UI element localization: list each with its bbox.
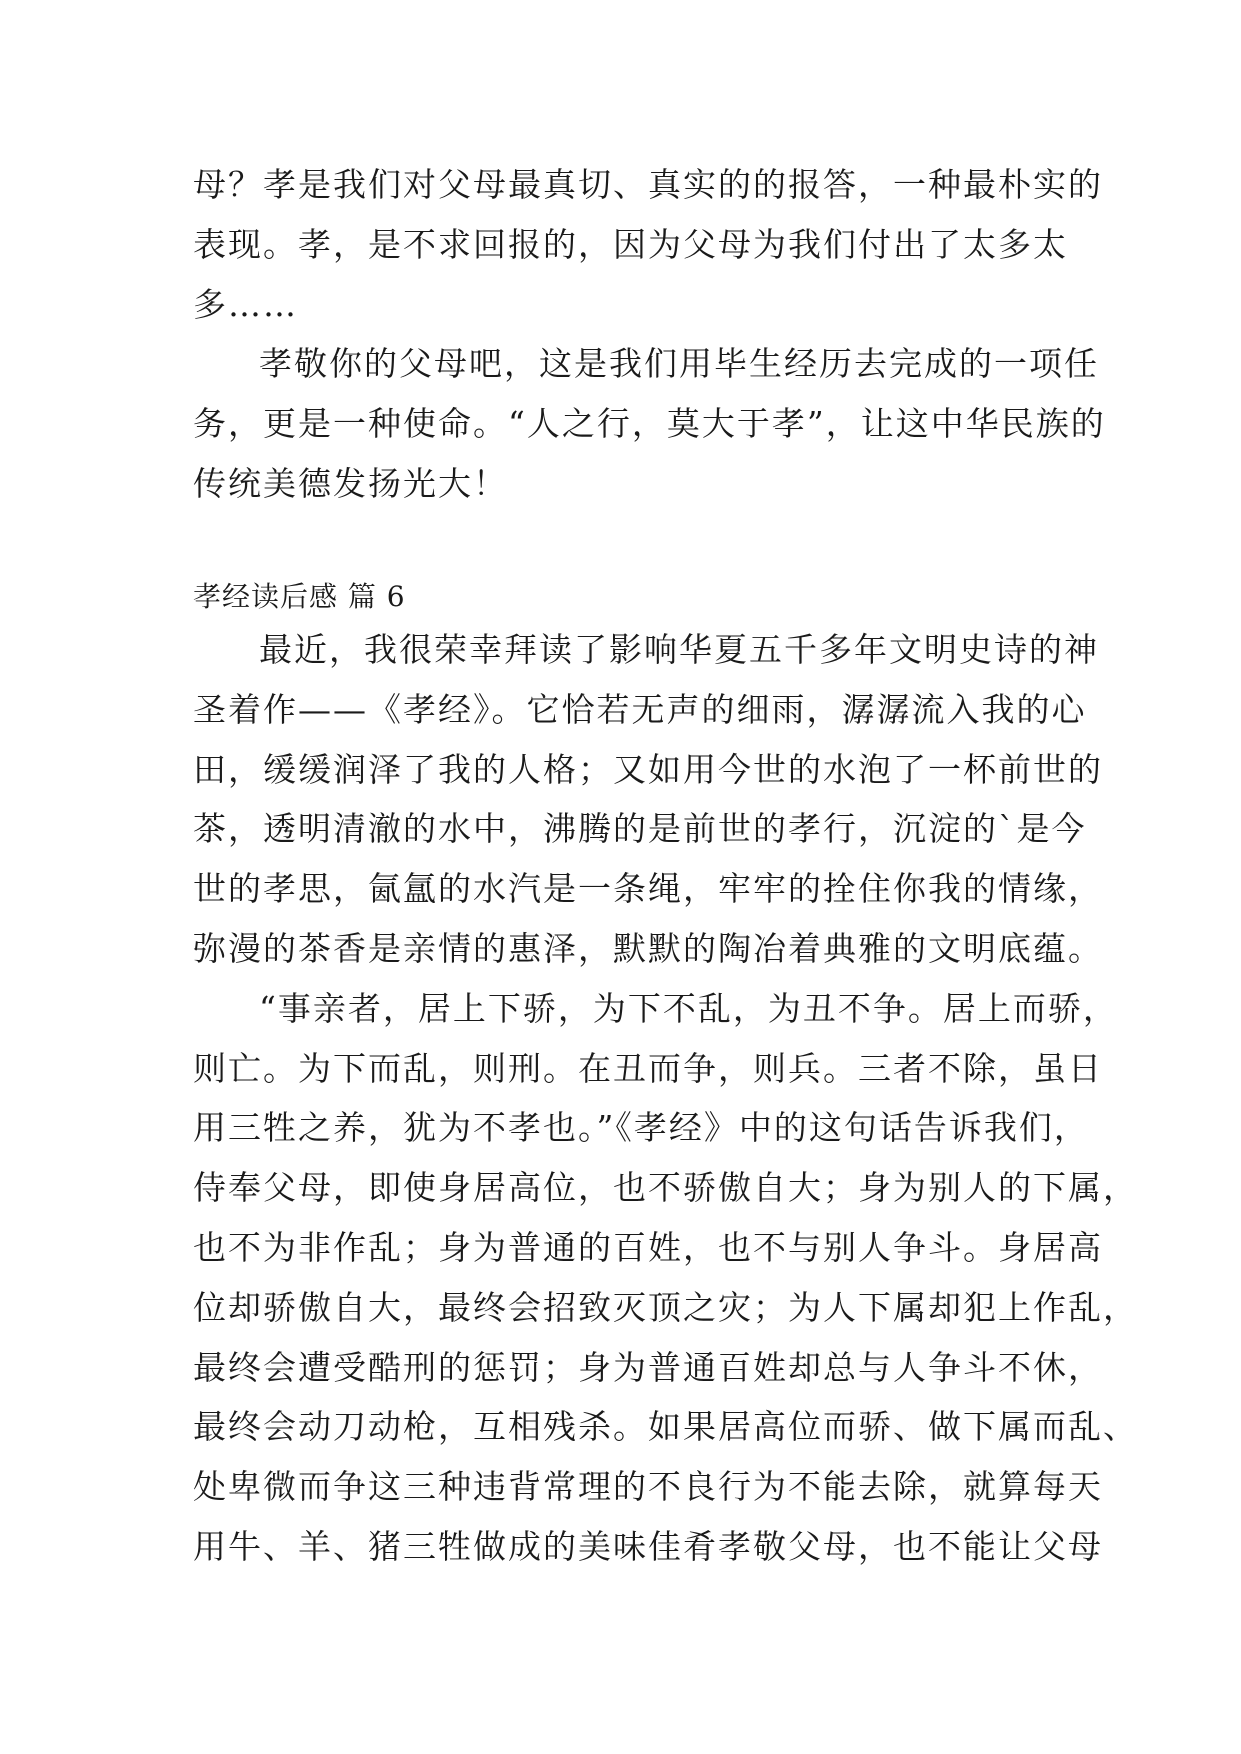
paragraph-line: 用牛、羊、猪三牲做成的美味佳肴孝敬父母，也不能让父母 — [193, 1527, 1103, 1566]
paragraph-line: 位却骄傲自大，最终会招致灭顶之灾；为人下属却犯上作乱， — [193, 1288, 1138, 1327]
paragraph-line: 茶，透明清澈的水中，沸腾的是前世的孝行，沉淀的`是今 — [193, 809, 1087, 848]
paragraph-line: 处卑微而争这三种违背常理的不良行为不能去除，就算每天 — [193, 1467, 1103, 1506]
paragraph-line: 用三牲之养，犹为不孝也。”《孝经》中的这句话告诉我们， — [193, 1108, 1089, 1147]
paragraph-line: 也不为非作乱；身为普通的百姓，也不与别人争斗。身居高 — [193, 1228, 1103, 1267]
paragraph-line: 母？孝是我们对父母最真切、真实的的报答，一种最朴实的 — [193, 165, 1103, 204]
paragraph-line: 侍奉父母，即使身居高位，也不骄傲自大；身为别人的下属， — [193, 1168, 1138, 1207]
paragraph-line: 田，缓缓润泽了我的人格；又如用今世的水泡了一杯前世的 — [193, 750, 1103, 789]
paragraph-line: 世的孝思，氤氲的水汽是一条绳，牢牢的拴住你我的情缘， — [193, 869, 1103, 908]
paragraph-line: 孝敬你的父母吧，这是我们用毕生经历去完成的一项任 — [259, 344, 1099, 383]
paragraph-line: 表现。孝，是不求回报的，因为父母为我们付出了太多太 — [193, 225, 1068, 264]
paragraph-line: 多…… — [193, 285, 298, 324]
paragraph-line: 则亡。为下而乱，则刑。在丑而争，则兵。三者不除，虽日 — [193, 1049, 1103, 1088]
paragraph-line: 务，更是一种使命。“人之行，莫大于孝”，让这中华民族的 — [193, 404, 1106, 443]
paragraph-line: 弥漫的茶香是亲情的惠泽，默默的陶冶着典雅的文明底蕴。 — [193, 929, 1103, 968]
paragraph-line: 最近，我很荣幸拜读了影响华夏五千多年文明史诗的神 — [259, 630, 1099, 669]
paragraph-line: 最终会动刀动枪，互相残杀。如果居高位而骄、做下属而乱、 — [193, 1407, 1138, 1446]
paragraph-line: 传统美德发扬光大！ — [193, 464, 508, 503]
paragraph-line: “事亲者，居上下骄，为下不乱，为丑不争。居上而骄， — [259, 989, 1118, 1028]
section-heading: 孝经读后感 篇 6 — [193, 580, 406, 613]
paragraph-line: 圣着作——《孝经》。它恰若无声的细雨，潺潺流入我的心 — [193, 690, 1087, 729]
paragraph-line: 最终会遭受酷刑的惩罚；身为普通百姓却总与人争斗不休， — [193, 1348, 1103, 1387]
